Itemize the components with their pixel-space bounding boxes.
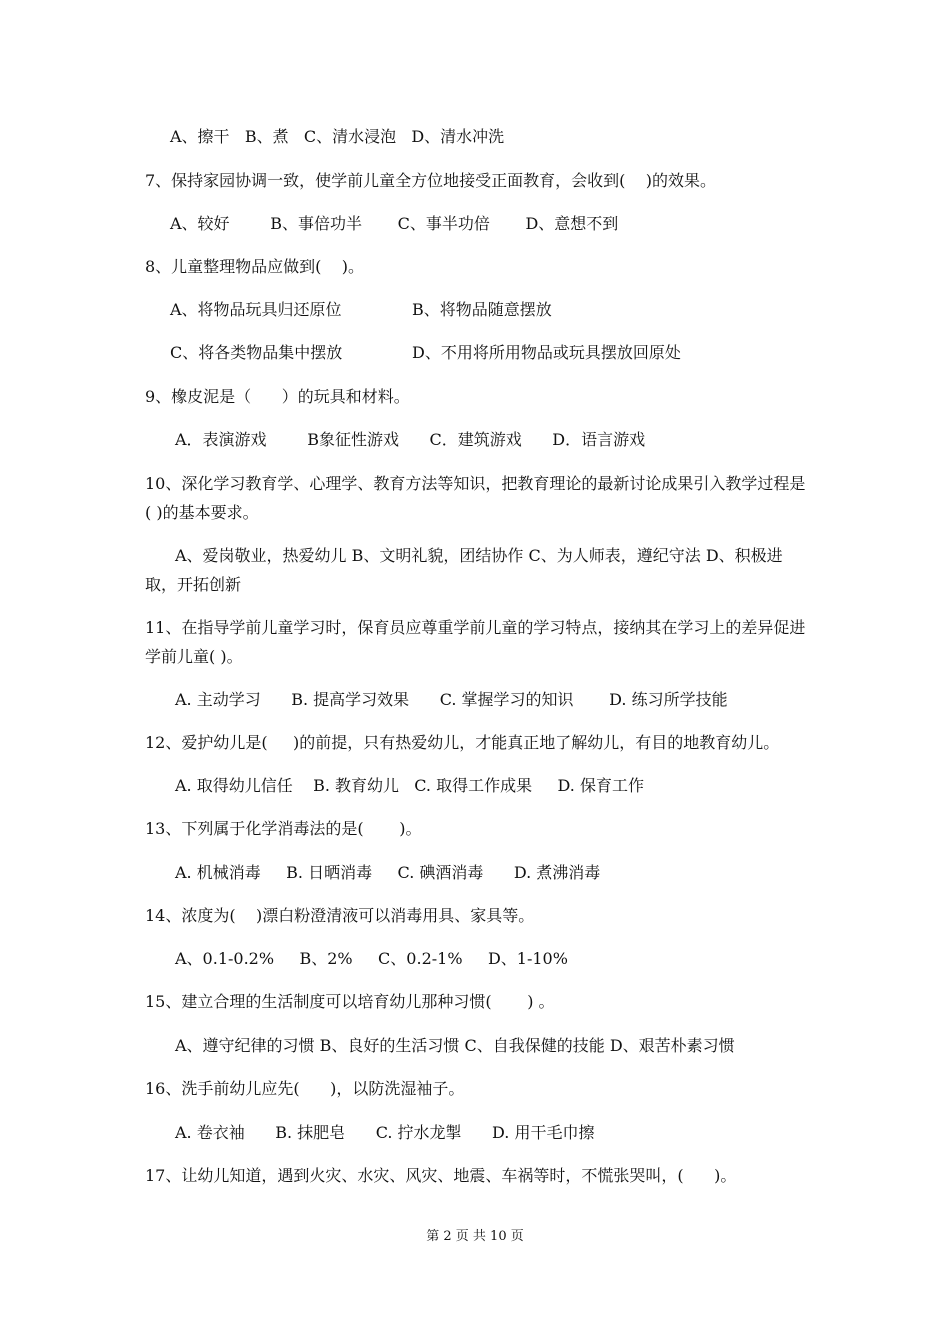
q14-options: A、0.1-0.2% B、2% C、0.2-1% D、1-10% [175,949,568,968]
q12-options: A. 取得幼儿信任 B. 教育幼儿 C. 取得工作成果 D. 保育工作 [175,776,644,795]
q8-option-c: C、将各类物品集中摆放 [170,343,343,362]
q11-stem: 11、在指导学前儿童学习时，保育员应尊重学前儿童的学习特点，接纳其在学习上的差异促进学前儿童( )。 [145,618,806,666]
q8-option-b: B、将物品随意摆放 [412,300,552,319]
q10-stem: 10、深化学习教育学、心理学、教育方法等知识，把教育理论的最新讨论成果引入教学过程是( )的基本要求。 [145,474,806,522]
q12-stem: 12、爱护幼儿是( )的前提，只有热爱幼儿，才能真正地了解幼儿，有目的地教育幼儿。 [145,733,780,752]
q15-stem: 15、建立合理的生活制度可以培育幼儿那种习惯( ) 。 [145,992,555,1011]
q17-stem: 17、让幼儿知道，遇到火灾、水灾、风灾、地震、车祸等时，不慌张哭叫，( )。 [145,1166,737,1185]
q13-options: A. 机械消毒 B. 日晒消毒 C. 碘酒消毒 D. 煮沸消毒 [175,863,601,882]
q13-stem: 13、下列属于化学消毒法的是( )。 [145,819,422,838]
page-number-footer: 第 2 页 共 10 页 [426,1229,524,1244]
q16-options: A. 卷衣袖 B. 抹肥皂 C. 拧水龙掣 D. 用干毛巾擦 [175,1123,595,1142]
q11-options: A. 主动学习 B. 提高学习效果 C. 掌握学习的知识 D. 练习所学技能 [175,690,728,709]
q7-stem: 7、保持家园协调一致，使学前儿童全方位地接受正面教育，会收到( )的效果。 [145,171,717,190]
q8-option-a: A、将物品玩具归还原位 [170,300,342,319]
q7-options: A、较好 B、事倍功半 C、事半功倍 D、意想不到 [170,214,619,233]
q15-options: A、遵守纪律的习惯 B、良好的生活习惯 C、自我保健的技能 D、艰苦朴素习惯 [175,1036,735,1055]
q6-options: A、擦干 B、煮 C、清水浸泡 D、清水冲洗 [170,127,505,146]
q16-stem: 16、洗手前幼儿应先( )，以防洗湿袖子。 [145,1079,465,1098]
q9-options: A．表演游戏 B象征性游戏 C．建筑游戏 D．语言游戏 [175,430,646,449]
q8-option-d: D、不用将所用物品或玩具摆放回原处 [412,343,681,362]
q14-stem: 14、浓度为( )漂白粉澄清液可以消毒用具、家具等。 [145,906,535,925]
q10-options: A、爱岗敬业，热爱幼儿 B、文明礼貌，团结协作 C、为人师表，遵纪守法 D、积极进取，开拓创新 [145,546,783,594]
q9-stem: 9、橡皮泥是（ ）的玩具和材料。 [145,387,410,406]
q8-stem: 8、儿童整理物品应做到( )。 [145,257,365,276]
